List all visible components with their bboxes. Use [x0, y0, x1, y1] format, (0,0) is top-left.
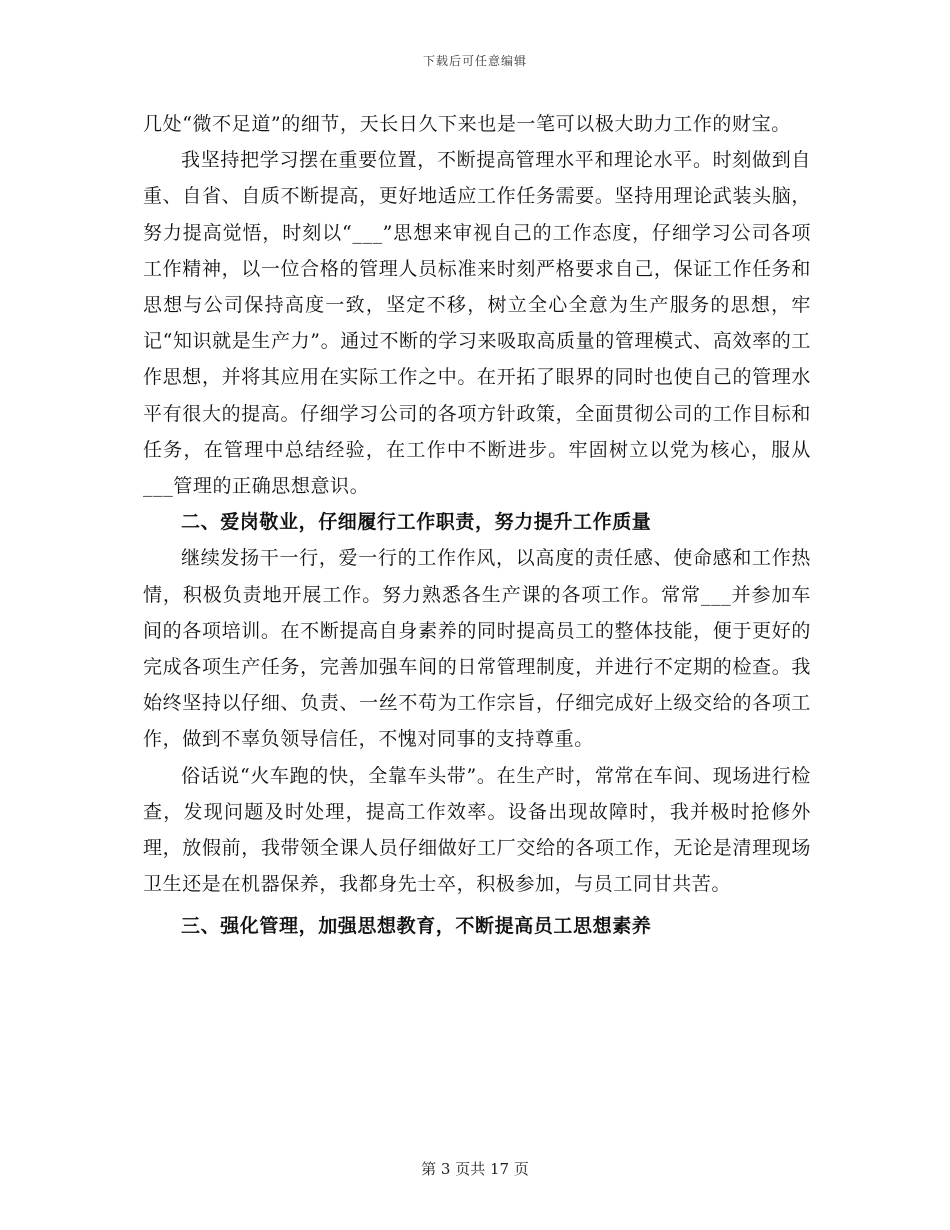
paragraph-1: 几处“微不足道”的细节，天长日久下来也是一笔可以极大助力工作的财宝。 — [143, 113, 791, 135]
section-heading-2: 二、爱岗敬业，仔细履行工作职责，努力提升工作质量 — [181, 511, 652, 534]
document-body — [143, 106, 811, 945]
page-number: 第 3 页共 17 页 — [421, 1160, 529, 1178]
section-heading-3: 三、强化管理，加强思想教育，不断提高员工思想素养 — [181, 915, 652, 938]
paragraph-4: 俗话说“火车跑的快，全靠车头带”。在生产时，常常在车间、现场进行检查，发现问题及时处理，提高工作效率。设备出现故障时，我并极时抢修外理，放假前，我带领全课人员仔细做好工厂交给的各项工作，无论是清理现场卫生还是在机器保养，我都身先士卒，积极参加，与员工同甘共苦。 — [143, 764, 811, 896]
paragraph-3: 继续发扬干一行，爱一行的工作作风，以高度的责任感、使命感和工作热情，积极负责地开展工作。努力熟悉各生产课的各项工作。常常___并参加车间的各项培训。在不断提高自身素养的同时提高员工的整体技能，便于更好的完成各项生产任务，完善加强车间的日常管理制度，并进行不定期的检查。我始终坚持以仔细、负责、一丝不苟为工作宗旨，仔细完成好上级交给的各项工作，做到不辜负领导信任，不愧对同事的支持尊重。 — [143, 547, 811, 751]
page-header: 下载后可任意编辑 — [422, 54, 527, 68]
paragraph-2: 我坚持把学习摆在重要位置，不断提高管理水平和理论水平。时刻做到自重、自省、自质不断提高，更好地适应工作任务需要。坚持用理论武装头脑，努力提高觉悟，时刻以“___”思想来审视自己的工作态度，仔细学习公司各项工作精神，以一位合格的管理人员标准来时刻严格要求自己，保证工作任务和思想与公司保持高度一致，坚定不移，树立全心全意为生产服务的思想，牢记“知识就是生产力”。通过不断的学习来吸取高质量的管理模式、高效率的工作思想，并将其应用在实际工作之中。在开拓了眼界的同时也使自己的管理水平有很大的提高。仔细学习公司的各项方针政策，全面贯彻公司的工作目标和任务，在管理中总结经验，在工作中不断进步。牢固树立以党为核心，服从___管理的正确思想意识。 — [143, 149, 811, 498]
